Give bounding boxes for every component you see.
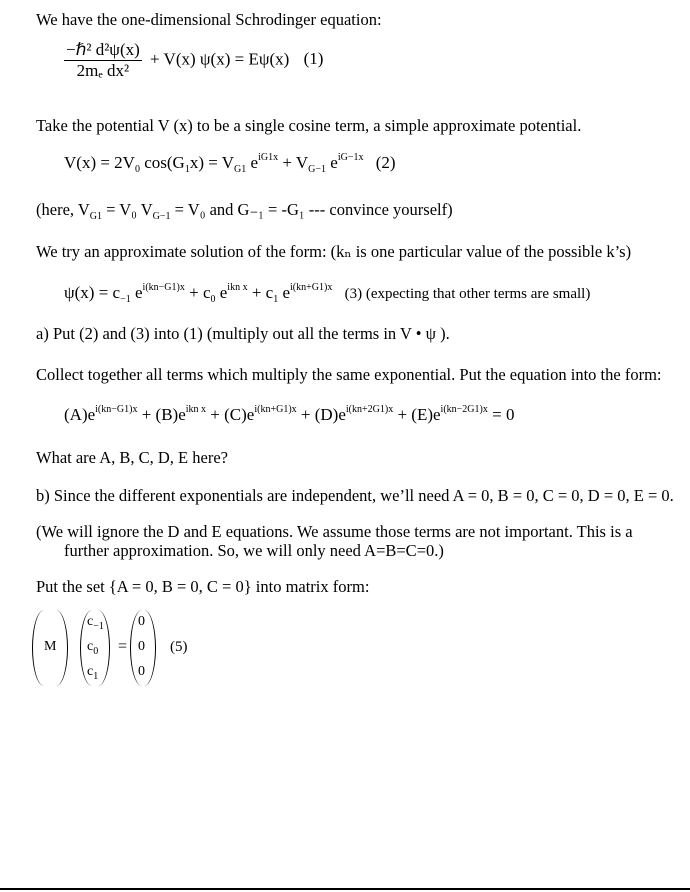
matrix-equals: = (118, 638, 128, 655)
eq1-numerator: −ℏ² d²ψ(x) (66, 40, 140, 59)
eq4-eA: i(kn−G1)x (95, 404, 138, 415)
eq3-s3: 1 (273, 294, 279, 305)
eq4-eD: i(kn+2G1)x (345, 404, 394, 415)
eq2-plus: + V (282, 153, 309, 172)
eq3-s2: 0 (210, 294, 216, 305)
zero-3: 0 (138, 664, 145, 679)
eq1-fraction (64, 40, 142, 81)
eq4-E: + (E)e (397, 405, 441, 424)
eq4-D: + (D)e (300, 405, 346, 424)
eq2-sub1: 1 (184, 164, 190, 175)
eq4-C: + (C)e (210, 405, 255, 424)
collect-text: Collect together all terms which multiply the same exponential. Put the equation into the form: (36, 365, 662, 384)
here-sub2: G−1 (152, 211, 171, 222)
here-sub1: G1 (89, 211, 102, 222)
eq3-e1: i(kn−G1)x (142, 282, 185, 293)
c-1-sub: 1 (93, 671, 99, 682)
ignore-line-1: (We will ignore the D and E equations. We assume those terms are not important. This is a (36, 522, 633, 541)
eq3-label: (3) (expecting that other terms are small) (344, 286, 591, 302)
eq2-mid: x) = V (189, 153, 235, 172)
here-rest: = V₀ and G₋₁ = -G₁ --- convince yourself) (174, 200, 453, 219)
eq2-lhs: V(x) = 2V (64, 153, 135, 172)
equation-2: $V(x) = 2V_0$ $\cos(G_1x) = V_{G1}$ $e^{iG1x} + V_{G-1}$ $e^{iG-1x}$ (2) (64, 152, 396, 175)
eq2-subGm1: G−1 (308, 164, 327, 175)
eq2-label: (2) (375, 153, 396, 172)
here-mid: = V₀ V (106, 200, 153, 219)
eq3-s1: −1 (120, 294, 131, 305)
zero-2: 0 (138, 639, 145, 654)
vector-c-0 (87, 639, 98, 657)
part-b: b) Since the different exponentials are independent, we’ll need A = 0, B = 0, C = 0, D = 0, E = 0. (36, 486, 674, 505)
eq2-exp1: iG1x (258, 152, 279, 163)
equation-3: $\psi(x) = c_{-1}$ $e^{i(kn-G1)x} + c_0$ $e^{ikn x} + c_1$ $e^{i(kn+G1)x}$ (3) (expecting that other terms are small) (64, 282, 591, 305)
eq4-A: (A)e (64, 405, 96, 424)
here-text (36, 200, 453, 222)
c-0-sub: 0 (93, 646, 99, 657)
eq1-label: (1) (303, 49, 324, 69)
eq3-e2: ikn x (227, 282, 248, 293)
eq3-e3: i(kn+G1)x (290, 282, 333, 293)
eq3-p2: + c (251, 283, 274, 302)
equation-1 (64, 40, 323, 81)
zero-1: 0 (138, 614, 145, 629)
matrix-label: (5) (170, 639, 188, 655)
intro-text: We have the one-dimensional Schrodinger equation: (36, 10, 382, 29)
eq2-cos: cos(G (144, 153, 185, 172)
eq4-eC: i(kn+G1)x (254, 404, 297, 415)
eq4-eE: i(kn−2G1)x (440, 404, 488, 415)
eq1-rest: + V(x) ψ(x) = Eψ(x) (150, 49, 290, 69)
question-text: What are A, B, C, D, E here? (36, 448, 228, 467)
matrix-M: M (44, 639, 57, 654)
equation-4 (64, 404, 514, 425)
c-0-base: c (87, 639, 94, 654)
c-m1-base: c (87, 614, 94, 629)
eq1-denominator: 2mₑ dx² (76, 61, 130, 80)
eq2-exp2: iG−1x (337, 152, 364, 163)
eq4-eB: ikn x (185, 404, 207, 415)
vector-c-m1 (87, 614, 104, 632)
ignore-line-2: further approximation. So, we will only need A=B=C=0.) (64, 541, 444, 560)
matrix-text: Put the set {A = 0, B = 0, C = 0} into matrix form: (36, 577, 370, 596)
vector-c-1 (87, 664, 98, 682)
eq3-lhs: ψ(x) = c (64, 283, 121, 302)
part-a: a) Put (2) and (3) into (1) (multiply out all the terms in V • ψ ). (36, 324, 450, 343)
try-text: We try an approximate solution of the form: (kₙ is one particular value of the possible k’s) (36, 242, 632, 261)
eq2-subG1: G1 (234, 164, 247, 175)
c-m1-sub: −1 (93, 621, 104, 632)
here-part1: (here, V (36, 200, 90, 219)
potential-text: Take the potential V (x) to be a single cosine term, a simple approximate potential. (36, 116, 582, 135)
eq2-sub0: 0 (134, 164, 140, 175)
eq4-zero: = 0 (492, 405, 515, 424)
bottom-rule (0, 888, 690, 890)
c-1-base: c (87, 664, 94, 679)
eq4-B: + (B)e (141, 405, 186, 424)
eq3-p1: + c (189, 283, 211, 302)
